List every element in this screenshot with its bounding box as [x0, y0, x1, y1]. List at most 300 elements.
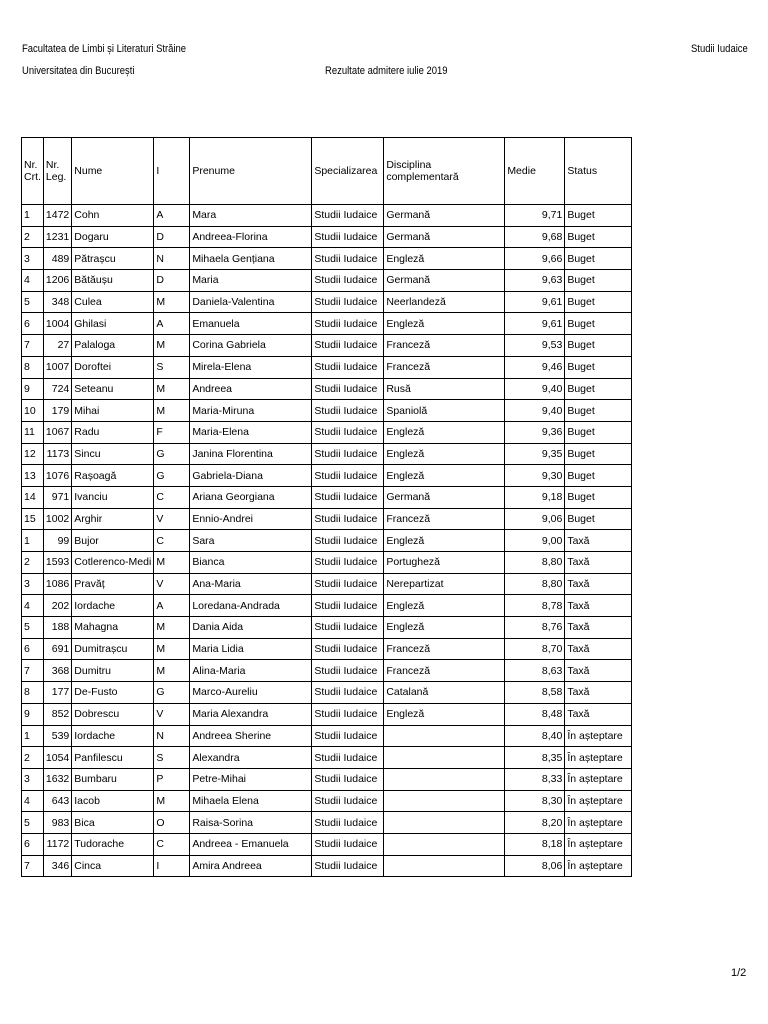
table-row [22, 400, 632, 422]
cell-nume: Rașoagă [72, 465, 154, 487]
cell-crt: 4 [22, 790, 44, 812]
cell-leg: 1004 [43, 313, 71, 335]
cell-initiala: M [154, 335, 190, 357]
page-number: 1/2 [731, 967, 747, 979]
cell-initiala: M [154, 660, 190, 682]
cell-nume: Iordache [72, 595, 154, 617]
cell-leg: 1231 [43, 226, 71, 248]
cell-initiala: M [154, 378, 190, 400]
cell-disciplina: Franceză [384, 638, 505, 660]
table-row [22, 226, 632, 248]
cell-medie: 8,06 [505, 855, 565, 877]
cell-initiala: P [154, 768, 190, 790]
cell-initiala: G [154, 443, 190, 465]
cell-disciplina: Engleză [384, 313, 505, 335]
cell-crt: 8 [22, 682, 44, 704]
cell-specializare: Studii Iudaice [312, 638, 384, 660]
cell-status: Buget [565, 226, 632, 248]
cell-medie: 9,61 [505, 291, 565, 313]
cell-status: Taxă [565, 595, 632, 617]
table-row [22, 725, 632, 747]
column-header-disciplina: Disciplina complementară [384, 138, 505, 205]
table-row [22, 660, 632, 682]
cell-status: Taxă [565, 660, 632, 682]
column-header-specializare: Specializarea [312, 138, 384, 205]
table-row [22, 530, 632, 552]
cell-specializare: Studii Iudaice [312, 465, 384, 487]
cell-prenume: Andreea Sherine [190, 725, 312, 747]
table-row [22, 855, 632, 877]
cell-specializare: Studii Iudaice [312, 812, 384, 834]
cell-crt: 14 [22, 486, 44, 508]
cell-leg: 1007 [43, 356, 71, 378]
cell-nume: Palaloga [72, 335, 154, 357]
cell-leg: 188 [43, 617, 71, 639]
cell-crt: 2 [22, 552, 44, 574]
cell-medie: 8,33 [505, 768, 565, 790]
cell-status: Buget [565, 205, 632, 227]
cell-disciplina [384, 812, 505, 834]
university-name: Universitatea din București [22, 65, 135, 77]
cell-medie: 8,76 [505, 617, 565, 639]
cell-specializare: Studii Iudaice [312, 226, 384, 248]
cell-medie: 8,70 [505, 638, 565, 660]
cell-prenume: Andreea - Emanuela [190, 833, 312, 855]
cell-status: În așteptare [565, 812, 632, 834]
cell-leg: 348 [43, 291, 71, 313]
cell-nume: Panfilescu [72, 747, 154, 769]
cell-prenume: Alexandra [190, 747, 312, 769]
cell-specializare: Studii Iudaice [312, 595, 384, 617]
cell-leg: 489 [43, 248, 71, 270]
cell-nume: Dogaru [72, 226, 154, 248]
cell-initiala: M [154, 790, 190, 812]
cell-prenume: Dania Aida [190, 617, 312, 639]
cell-nume: Iordache [72, 725, 154, 747]
cell-status: În așteptare [565, 747, 632, 769]
cell-nume: Seteanu [72, 378, 154, 400]
cell-crt: 5 [22, 291, 44, 313]
cell-status: Taxă [565, 617, 632, 639]
cell-status: Buget [565, 421, 632, 443]
cell-medie: 9,53 [505, 335, 565, 357]
cell-prenume: Andreea-Florina [190, 226, 312, 248]
cell-leg: 99 [43, 530, 71, 552]
cell-leg: 177 [43, 682, 71, 704]
column-header-leg: Nr. Leg. [43, 138, 71, 205]
cell-disciplina: Engleză [384, 248, 505, 270]
cell-leg: 368 [43, 660, 71, 682]
cell-disciplina: Engleză [384, 443, 505, 465]
cell-leg: 1067 [43, 421, 71, 443]
header-row [22, 138, 632, 205]
cell-leg: 1206 [43, 270, 71, 292]
cell-disciplina [384, 768, 505, 790]
table-row [22, 378, 632, 400]
cell-disciplina: Franceză [384, 508, 505, 530]
cell-disciplina: Engleză [384, 465, 505, 487]
cell-leg: 346 [43, 855, 71, 877]
cell-disciplina: Engleză [384, 421, 505, 443]
cell-leg: 643 [43, 790, 71, 812]
cell-medie: 8,30 [505, 790, 565, 812]
cell-prenume: Ariana Georgiana [190, 486, 312, 508]
cell-crt: 12 [22, 443, 44, 465]
cell-status: Buget [565, 443, 632, 465]
cell-leg: 971 [43, 486, 71, 508]
cell-specializare: Studii Iudaice [312, 747, 384, 769]
cell-nume: Iacob [72, 790, 154, 812]
cell-medie: 9,35 [505, 443, 565, 465]
cell-prenume: Corina Gabriela [190, 335, 312, 357]
cell-specializare: Studii Iudaice [312, 530, 384, 552]
table-row [22, 356, 632, 378]
cell-initiala: O [154, 812, 190, 834]
cell-medie: 9,00 [505, 530, 565, 552]
cell-nume: Ivanciu [72, 486, 154, 508]
cell-medie: 9,46 [505, 356, 565, 378]
cell-specializare: Studii Iudaice [312, 291, 384, 313]
cell-status: În așteptare [565, 833, 632, 855]
table-row [22, 703, 632, 725]
cell-crt: 9 [22, 703, 44, 725]
cell-crt: 9 [22, 378, 44, 400]
cell-initiala: I [154, 855, 190, 877]
cell-crt: 5 [22, 812, 44, 834]
cell-leg: 1002 [43, 508, 71, 530]
cell-medie: 8,63 [505, 660, 565, 682]
cell-prenume: Maria [190, 270, 312, 292]
cell-prenume: Bianca [190, 552, 312, 574]
cell-initiala: M [154, 291, 190, 313]
cell-specializare: Studii Iudaice [312, 205, 384, 227]
table-row [22, 573, 632, 595]
cell-status: În așteptare [565, 725, 632, 747]
cell-status: Taxă [565, 530, 632, 552]
table-row [22, 508, 632, 530]
cell-crt: 3 [22, 248, 44, 270]
cell-prenume: Ana-Maria [190, 573, 312, 595]
cell-disciplina: Engleză [384, 530, 505, 552]
cell-leg: 1472 [43, 205, 71, 227]
cell-specializare: Studii Iudaice [312, 768, 384, 790]
cell-prenume: Janina Florentina [190, 443, 312, 465]
cell-disciplina: Franceză [384, 335, 505, 357]
table-row [22, 790, 632, 812]
cell-leg: 1076 [43, 465, 71, 487]
cell-nume: Mihai [72, 400, 154, 422]
table-row [22, 747, 632, 769]
table-row [22, 682, 632, 704]
cell-initiala: M [154, 617, 190, 639]
cell-crt: 15 [22, 508, 44, 530]
cell-medie: 8,80 [505, 573, 565, 595]
cell-disciplina: Germană [384, 205, 505, 227]
cell-medie: 9,40 [505, 400, 565, 422]
cell-specializare: Studii Iudaice [312, 248, 384, 270]
cell-nume: Mahagna [72, 617, 154, 639]
cell-specializare: Studii Iudaice [312, 378, 384, 400]
table-row [22, 205, 632, 227]
cell-specializare: Studii Iudaice [312, 552, 384, 574]
cell-prenume: Ennio-Andrei [190, 508, 312, 530]
cell-initiala: A [154, 313, 190, 335]
table-row [22, 833, 632, 855]
cell-leg: 179 [43, 400, 71, 422]
cell-disciplina: Rusă [384, 378, 505, 400]
cell-nume: De-Fusto [72, 682, 154, 704]
cell-status: Buget [565, 465, 632, 487]
cell-nume: Culea [72, 291, 154, 313]
cell-initiala: C [154, 833, 190, 855]
cell-nume: Bujor [72, 530, 154, 552]
cell-medie: 9,40 [505, 378, 565, 400]
cell-specializare: Studii Iudaice [312, 270, 384, 292]
cell-status: Buget [565, 378, 632, 400]
cell-initiala: M [154, 638, 190, 660]
cell-leg: 1054 [43, 747, 71, 769]
table-row [22, 248, 632, 270]
cell-nume: Bătăușu [72, 270, 154, 292]
cell-prenume: Andreea [190, 378, 312, 400]
cell-medie: 9,66 [505, 248, 565, 270]
cell-specializare: Studii Iudaice [312, 833, 384, 855]
results-table [21, 137, 632, 877]
cell-prenume: Gabriela-Diana [190, 465, 312, 487]
cell-leg: 1172 [43, 833, 71, 855]
cell-specializare: Studii Iudaice [312, 682, 384, 704]
cell-status: În așteptare [565, 855, 632, 877]
table-row [22, 443, 632, 465]
cell-prenume: Maria Alexandra [190, 703, 312, 725]
cell-initiala: G [154, 465, 190, 487]
cell-initiala: S [154, 356, 190, 378]
cell-medie: 8,78 [505, 595, 565, 617]
cell-leg: 27 [43, 335, 71, 357]
cell-specializare: Studii Iudaice [312, 725, 384, 747]
cell-initiala: C [154, 530, 190, 552]
results-title: Rezultate admitere iulie 2019 [325, 65, 448, 77]
cell-leg: 983 [43, 812, 71, 834]
cell-crt: 11 [22, 421, 44, 443]
cell-medie: 9,63 [505, 270, 565, 292]
cell-nume: Bica [72, 812, 154, 834]
cell-crt: 7 [22, 660, 44, 682]
cell-disciplina: Franceză [384, 660, 505, 682]
cell-crt: 8 [22, 356, 44, 378]
cell-medie: 9,71 [505, 205, 565, 227]
table-row [22, 465, 632, 487]
cell-crt: 1 [22, 530, 44, 552]
cell-nume: Bumbaru [72, 768, 154, 790]
cell-status: Taxă [565, 703, 632, 725]
cell-prenume: Mihaela Elena [190, 790, 312, 812]
cell-initiala: A [154, 205, 190, 227]
cell-nume: Dobrescu [72, 703, 154, 725]
cell-nume: Pravăț [72, 573, 154, 595]
cell-crt: 4 [22, 595, 44, 617]
cell-status: Taxă [565, 682, 632, 704]
cell-prenume: Maria Lidia [190, 638, 312, 660]
cell-disciplina [384, 747, 505, 769]
cell-nume: Arghir [72, 508, 154, 530]
cell-status: Buget [565, 270, 632, 292]
cell-prenume: Maria-Elena [190, 421, 312, 443]
cell-crt: 3 [22, 768, 44, 790]
cell-disciplina: Catalană [384, 682, 505, 704]
cell-disciplina: Portugheză [384, 552, 505, 574]
cell-crt: 1 [22, 725, 44, 747]
table-row [22, 313, 632, 335]
cell-crt: 6 [22, 833, 44, 855]
cell-medie: 8,18 [505, 833, 565, 855]
column-header-medie: Medie [505, 138, 565, 205]
cell-nume: Pătrașcu [72, 248, 154, 270]
cell-status: Buget [565, 335, 632, 357]
cell-leg: 539 [43, 725, 71, 747]
table-row [22, 486, 632, 508]
cell-prenume: Mara [190, 205, 312, 227]
cell-medie: 9,36 [505, 421, 565, 443]
table-header [22, 138, 632, 205]
cell-disciplina: Engleză [384, 595, 505, 617]
cell-disciplina: Germană [384, 270, 505, 292]
cell-specializare: Studii Iudaice [312, 443, 384, 465]
cell-nume: Radu [72, 421, 154, 443]
cell-leg: 724 [43, 378, 71, 400]
cell-prenume: Daniela-Valentina [190, 291, 312, 313]
table-body [22, 205, 632, 877]
table-row [22, 270, 632, 292]
cell-medie: 8,35 [505, 747, 565, 769]
cell-medie: 9,06 [505, 508, 565, 530]
cell-prenume: Sara [190, 530, 312, 552]
table-row [22, 638, 632, 660]
cell-leg: 1593 [43, 552, 71, 574]
cell-prenume: Mirela-Elena [190, 356, 312, 378]
cell-disciplina: Germană [384, 486, 505, 508]
cell-disciplina: Germană [384, 226, 505, 248]
cell-status: Buget [565, 356, 632, 378]
column-header-nume: Nume [72, 138, 154, 205]
cell-prenume: Maria-Miruna [190, 400, 312, 422]
cell-medie: 9,18 [505, 486, 565, 508]
cell-specializare: Studii Iudaice [312, 400, 384, 422]
cell-crt: 13 [22, 465, 44, 487]
cell-leg: 852 [43, 703, 71, 725]
cell-disciplina: Franceză [384, 356, 505, 378]
cell-leg: 1632 [43, 768, 71, 790]
cell-specializare: Studii Iudaice [312, 855, 384, 877]
cell-nume: Tudorache [72, 833, 154, 855]
cell-disciplina [384, 725, 505, 747]
cell-prenume: Loredana-Andrada [190, 595, 312, 617]
cell-status: Taxă [565, 552, 632, 574]
cell-leg: 202 [43, 595, 71, 617]
cell-leg: 1173 [43, 443, 71, 465]
cell-crt: 5 [22, 617, 44, 639]
cell-status: Buget [565, 400, 632, 422]
cell-nume: Dumitru [72, 660, 154, 682]
column-header-prenume: Prenume [190, 138, 312, 205]
cell-specializare: Studii Iudaice [312, 313, 384, 335]
cell-crt: 2 [22, 226, 44, 248]
cell-disciplina: Engleză [384, 703, 505, 725]
cell-specializare: Studii Iudaice [312, 335, 384, 357]
cell-nume: Sincu [72, 443, 154, 465]
cell-initiala: N [154, 248, 190, 270]
cell-nume: Cohn [72, 205, 154, 227]
cell-status: Buget [565, 248, 632, 270]
cell-medie: 9,61 [505, 313, 565, 335]
table-row [22, 768, 632, 790]
cell-disciplina: Nerepartizat [384, 573, 505, 595]
cell-crt: 10 [22, 400, 44, 422]
cell-nume: Cinca [72, 855, 154, 877]
cell-initiala: D [154, 226, 190, 248]
cell-disciplina [384, 855, 505, 877]
cell-crt: 3 [22, 573, 44, 595]
cell-status: Taxă [565, 573, 632, 595]
cell-initiala: M [154, 552, 190, 574]
table-row [22, 812, 632, 834]
column-header-status: Status [565, 138, 632, 205]
cell-initiala: G [154, 682, 190, 704]
cell-disciplina: Spaniolă [384, 400, 505, 422]
cell-specializare: Studii Iudaice [312, 617, 384, 639]
column-header-crt: Nr. Crt. [22, 138, 44, 205]
cell-leg: 1086 [43, 573, 71, 595]
cell-specializare: Studii Iudaice [312, 356, 384, 378]
cell-status: Buget [565, 291, 632, 313]
cell-nume: Ghilasi [72, 313, 154, 335]
cell-prenume: Emanuela [190, 313, 312, 335]
cell-crt: 6 [22, 313, 44, 335]
cell-medie: 8,40 [505, 725, 565, 747]
cell-medie: 8,20 [505, 812, 565, 834]
cell-specializare: Studii Iudaice [312, 486, 384, 508]
cell-initiala: C [154, 486, 190, 508]
cell-status: Buget [565, 508, 632, 530]
cell-status: În așteptare [565, 768, 632, 790]
cell-prenume: Petre-Mihai [190, 768, 312, 790]
cell-initiala: V [154, 573, 190, 595]
cell-specializare: Studii Iudaice [312, 790, 384, 812]
table-row [22, 595, 632, 617]
cell-initiala: D [154, 270, 190, 292]
cell-nume: Dumitrașcu [72, 638, 154, 660]
cell-medie: 8,80 [505, 552, 565, 574]
cell-specializare: Studii Iudaice [312, 573, 384, 595]
cell-initiala: V [154, 508, 190, 530]
cell-disciplina [384, 833, 505, 855]
column-header-initiala: I [154, 138, 190, 205]
cell-prenume: Raisa-Sorina [190, 812, 312, 834]
cell-medie: 9,68 [505, 226, 565, 248]
cell-status: În așteptare [565, 790, 632, 812]
cell-specializare: Studii Iudaice [312, 660, 384, 682]
cell-initiala: M [154, 400, 190, 422]
cell-specializare: Studii Iudaice [312, 421, 384, 443]
cell-disciplina [384, 790, 505, 812]
cell-specializare: Studii Iudaice [312, 508, 384, 530]
cell-prenume: Amira Andreea [190, 855, 312, 877]
cell-medie: 8,58 [505, 682, 565, 704]
table-row [22, 335, 632, 357]
cell-initiala: A [154, 595, 190, 617]
cell-initiala: S [154, 747, 190, 769]
cell-medie: 8,48 [505, 703, 565, 725]
